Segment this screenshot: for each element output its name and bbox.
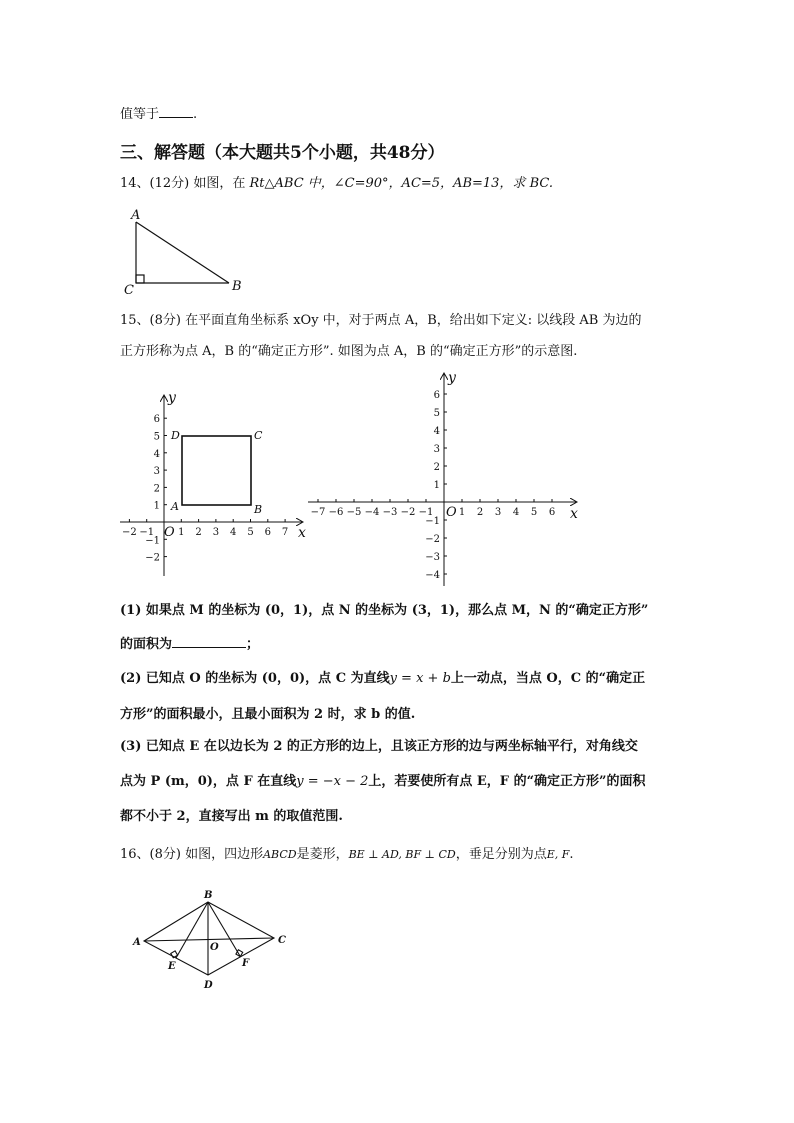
y-tick-label: 3 <box>153 466 160 478</box>
q15-part2-line2: 方形”的面积最小，且最小面积为 2 时，求 b 的值. <box>120 707 416 722</box>
x-tick-label: −6 <box>328 507 344 518</box>
y-tick-label: 5 <box>433 408 440 419</box>
x-tick-label: −7 <box>310 507 326 518</box>
q15-part3-text-b: 上，若要使所有点 E，F 的“确定正方形”的面积 <box>368 774 646 789</box>
graph1-axis-x-label: x <box>298 525 306 541</box>
rhombus-lines <box>144 902 274 975</box>
q15-part3-text-a: 点为 P (m，0)，点 F 在直线 <box>120 774 297 789</box>
q16-mid: 是菱形， <box>296 847 349 862</box>
y-tick-label: −4 <box>425 570 440 581</box>
q15-part3-formula: y = −x − 2 <box>296 774 369 789</box>
x-tick-label: 3 <box>212 527 220 538</box>
y-tick-label: 6 <box>433 390 440 401</box>
q14-body: Rt△ABC 中，∠C=90°，AC=5，AB=13，求 BC. <box>249 176 553 191</box>
q15-part3-line3: 都不小于 2，直接写出 m 的取值范围. <box>120 809 343 824</box>
y-tick-label: −3 <box>425 552 440 563</box>
graph2-axis-y-label: y <box>448 370 456 386</box>
y-tick-label: −1 <box>145 535 160 547</box>
x-tick-label: −1 <box>139 527 155 538</box>
y-tick-label: 4 <box>153 448 160 460</box>
y-tick-label: 4 <box>433 426 440 437</box>
graph1-origin-label: O <box>164 525 175 540</box>
q16-label-f: F <box>242 958 250 969</box>
y-tick-label: −2 <box>425 534 440 545</box>
x-tick-label: 7 <box>281 527 289 538</box>
graph2-axis-x-label: x <box>570 506 578 522</box>
x-tick-label: 4 <box>230 527 237 538</box>
q16-end: . <box>569 847 574 862</box>
q14-head: 14、(12分) 如图，在 <box>120 176 246 191</box>
q14-label-a: A <box>131 208 141 223</box>
y-tick-label: −2 <box>145 552 160 564</box>
q16-label-d: D <box>204 980 213 991</box>
y-tick-label: 5 <box>153 431 160 443</box>
q16-label-c: C <box>278 935 286 946</box>
x-tick-label: 4 <box>512 507 520 518</box>
q16-tail: ，垂足分别为点 <box>455 847 547 862</box>
x-tick-label: −3 <box>382 507 398 518</box>
q16-feet: E, F <box>546 848 570 861</box>
q16-label-e: E <box>168 961 176 972</box>
x-tick-label: 1 <box>458 507 466 518</box>
y-tick-label: 2 <box>153 483 160 495</box>
x-tick-label: 3 <box>494 507 502 518</box>
graph1-axis-y-label: y <box>168 390 176 406</box>
x-tick-label: 6 <box>548 507 556 518</box>
q14-label-b: B <box>232 279 242 294</box>
x-tick-label: −2 <box>400 507 416 518</box>
graph1-point-d: D <box>171 429 180 442</box>
q15-part1-end: ； <box>246 637 260 652</box>
y-tick-label: 6 <box>153 414 160 426</box>
y-tick-label: 3 <box>433 444 440 455</box>
q16-quad: ABCD <box>263 848 297 861</box>
section-3-title: 三、解答题（本大题共5个小题，共48分） <box>120 143 445 163</box>
x-tick-label: 5 <box>530 507 538 518</box>
q15-part2-formula: y = x + b <box>389 671 451 686</box>
q15-part2-text-a: (2) 已知点 O 的坐标为 (0，0)，点 C 为直线 <box>120 671 390 686</box>
x-tick-label: 2 <box>195 527 202 538</box>
x-tick-label: −4 <box>364 507 380 518</box>
q15-part1-area-label: 的面积为 <box>120 637 173 652</box>
q15-part1-line1: (1) 如果点 M 的坐标为 (0，1)，点 N 的坐标为 (3，1)，那么点 M，N 的“确定正方形” <box>120 603 649 618</box>
y-tick-label: 1 <box>433 480 440 491</box>
graph1-point-a: A <box>171 500 179 513</box>
y-tick-label: −1 <box>425 516 440 527</box>
q15-part2-text-b: 上一动点，当点 O，C 的“确定正 <box>450 671 646 686</box>
q15-line2: 正方形称为点 A，B 的“确定正方形”. 如图为点 A，B 的“确定正方形”的示意图. <box>120 344 578 359</box>
graph2-origin-label: O <box>446 505 457 520</box>
x-tick-label: 5 <box>247 527 254 538</box>
q16-perp: BE ⊥ AD, BF ⊥ CD <box>348 848 456 861</box>
q15-part3-line1: (3) 已知点 E 在以边长为 2 的正方形的边上，且该正方形的边与两坐标轴平行，对角线交 <box>120 739 638 754</box>
y-tick-label: 2 <box>433 462 440 473</box>
x-tick-label: 6 <box>264 527 271 538</box>
graph1-point-c: C <box>254 429 263 442</box>
q15-line1: 15、(8分) 在平面直角坐标系 xOy 中，对于两点 A，B，给出如下定义: 以线段 AB 为边的 <box>120 313 642 328</box>
q16-label-b: B <box>204 890 213 901</box>
q16-label-a: A <box>133 937 141 948</box>
lead-end: . <box>193 107 198 122</box>
y-tick-label: 1 <box>153 500 160 512</box>
q16-label-o: O <box>210 942 219 953</box>
q16-head: 16、(8分) 如图，四边形 <box>120 847 264 862</box>
x-tick-label: −5 <box>346 507 362 518</box>
lead-text: 值等于 <box>120 107 160 122</box>
x-tick-label: 2 <box>476 507 484 518</box>
graph1-point-b: B <box>254 503 263 516</box>
x-tick-label: −1 <box>418 507 434 518</box>
q14-label-c: C <box>124 283 134 298</box>
x-tick-label: 1 <box>178 527 185 538</box>
x-tick-label: −2 <box>122 527 137 538</box>
